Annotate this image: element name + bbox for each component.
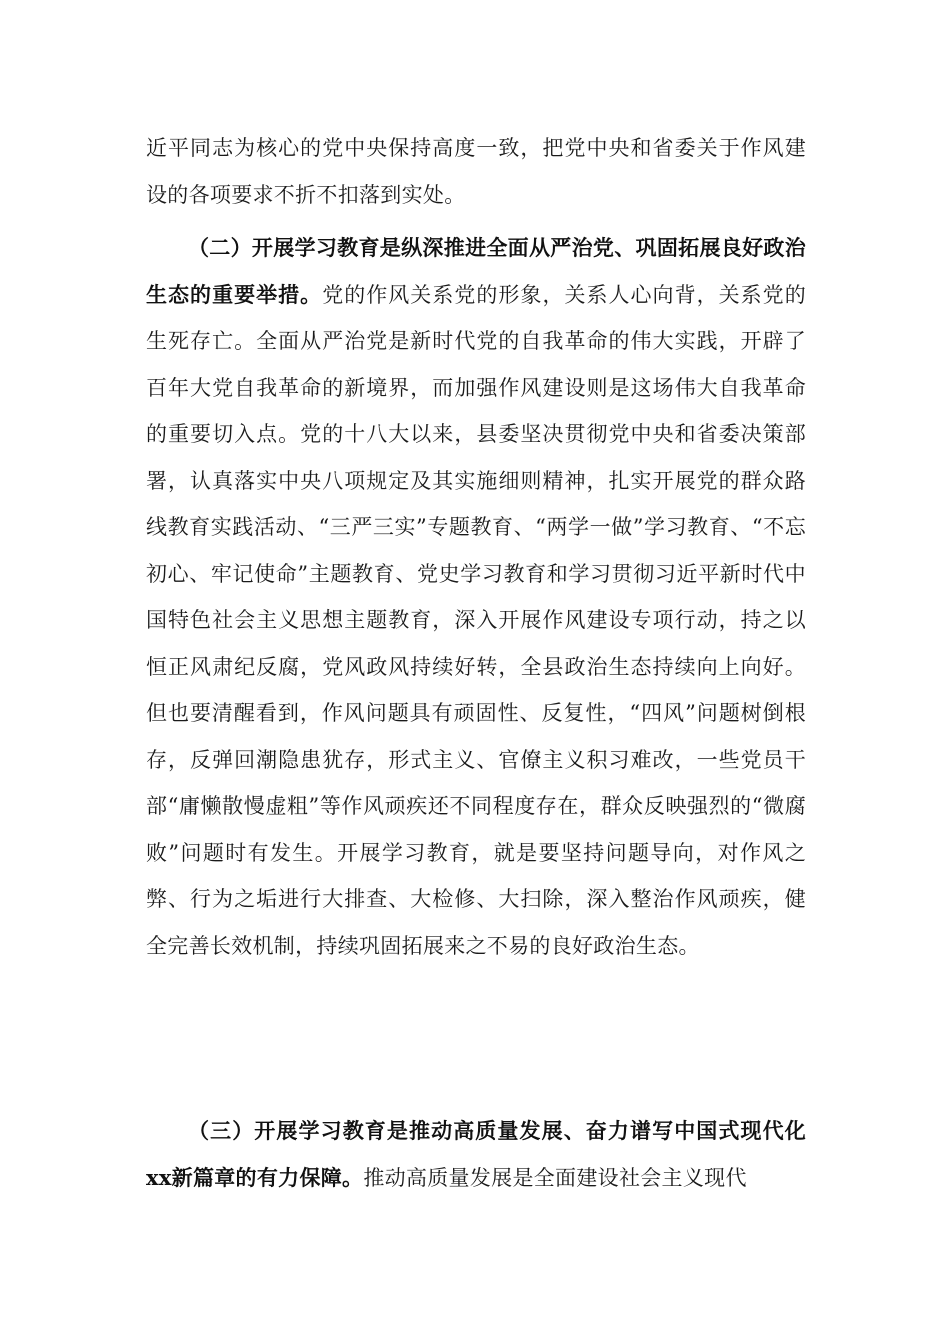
section-3-heading: （三）开展学习教育是推动高质量发展、奋力谱写中国式现代化xx新篇章的有力保障。	[146, 1118, 806, 1190]
section-2-heading: （二）开展学习教育是纵深推进全面从严治党、巩固拓展良好政治生态的重要举措。	[146, 235, 806, 307]
section-3-body: 推动高质量发展是全面建设社会主义现代	[363, 1165, 747, 1190]
paragraph-1-body: 近平同志为核心的党中央保持高度一致，把党中央和省委关于作风建设的各项要求不折不扣落到实处。	[146, 136, 806, 207]
section-2-body: 党的作风关系党的形象，关系人心向背，关系党的生死存亡。全面从严治党是新时代党的自我革命的伟大实践，开辟了百年大党自我革命的新境界，而加强作风建设则是这场伟大自我革命的重要切入点。党的十八大以来，县委坚决贯彻党中央和省委决策部署，认真落实中央八项规定及其实施细则精神，扎实开展党的群众路线教育实践活动、“三严三实”专题教育、“两学一做”学习教育、“不忘初心、牢记使命”主题教育、党史学习教育和学习贯彻习近平新时代中国特色社会主义思想主题教育，深入开展作风建设专项行动，持之以恒正风肃纪反腐，党风政风持续好转，全县政治生态持续向上向好。但也要清醒看到，作风问题具有顽固性、反复性，“四风”问题树倒根存，反弹回潮隐患犹存，形式主义、官僚主义积习难改，一些党员干部“庸懒散慢虚粗”等作风顽疾还不同程度存在，群众反映强烈的“微腐败”问题时有发生。开展学习教育，就是要坚持问题导向，对作风之弊、行为之垢进行大排查、大检修、大扫除，深入整治作风顽疾，健全完善长效机制，持续巩固拓展来之不易的良好政治生态。	[146, 282, 806, 958]
paragraph-continuation	[146, 125, 806, 218]
paragraph-section-2	[146, 225, 806, 969]
paragraph-section-3	[146, 1108, 806, 1201]
